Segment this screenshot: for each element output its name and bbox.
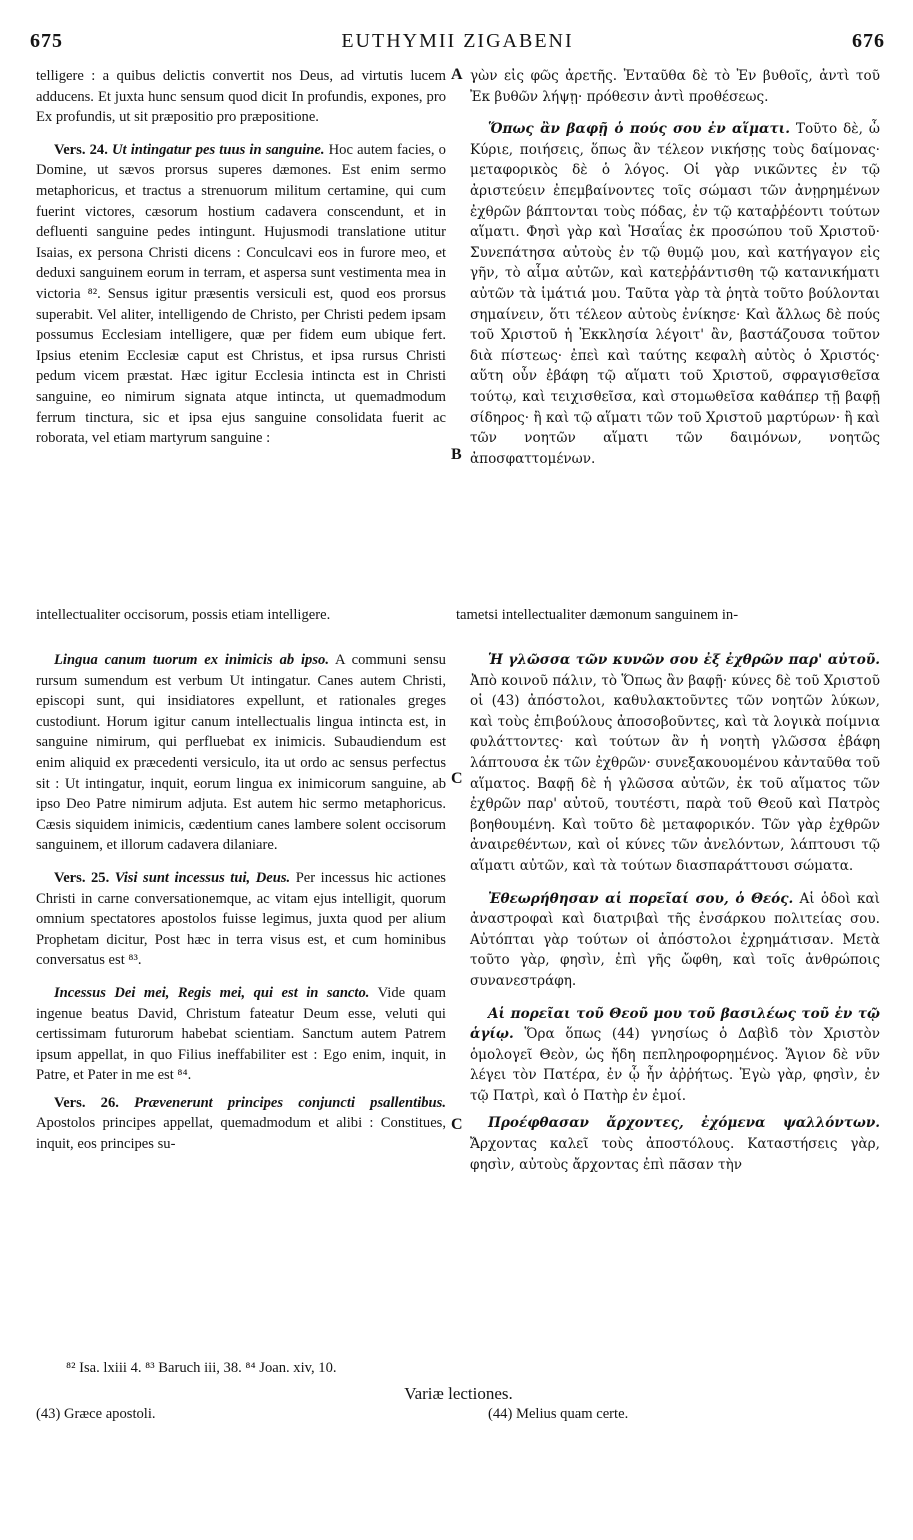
verse-lemma: Προέφθασαν ἄρχοντες, ἐχόμενα ψαλλόντων. [488,1115,880,1132]
variae-lectiones-title: Variæ lectiones. [404,1384,513,1403]
footnotes [36,1358,881,1428]
verse-lemma: Ἡ γλῶσσα τῶν κυνῶν σου ἐξ ἐχθρῶν παρ' αὐτοῦ. [488,652,880,668]
variant-reading-44: (44) Melius quam certe. [488,1406,629,1422]
verse-lemma: Lingua canum tuorum ex inimicis ab ipso. [54,652,329,668]
latin-paragraph: Vers. 24. Ut intingatur pes tuus in sanguine. Hoc autem facies, o Domine, ut sævos prorsus superes dæmones. Est enim sermo metaphoricus, et tractus a strenuorum militum certamine, qui cum fuerint victores, cæsorum hostium cadavera conscendunt, et in defluenti sanguine pedes intingunt. Hujusmodi translatione utitur Isaias, ex persona Christi dicens : Conculcavi eos in furore meo, et deduxi sanguinem eorum in terram, et aspersa sunt vestimenta mea in victoria ⁸². Sensus igitur præsentis versiculi est, quod eos prorsus superabit. Vel aliter, intelligendo de Christo, per Christi pedem ipsam possumus Ecclesiam intelligere, quæ per fidem eum ubique fert. Ipsius etenim Ecclesiæ caput est Christus, et ipsa rursus Christi pedum vicem præstat. Hæc igitur Ecclesia intincta est in Christi sanguine, eo nimirum signata atque intincta, ut quemadmodum ferrum tinctura, sic et ipsa ejus sanguine consolidata fuerit ac roborata, vel etiam martyrum sanguine : [36,141,446,447]
latin-paragraph: telligere : a quibus delictis convertit nos Deus, ad virtutis lucem adducens. Et juxta hunc sensum quod dicit In profundis, expones, pro Ex profundis, ut sit præpositio pro præpositione. [36,68,446,126]
greek-column [470,66,880,476]
running-title: EUTHYMII ZIGABENI [341,30,574,52]
verse-label: Vers. 26. [54,1094,119,1111]
greek-paragraph: Αἱ πορεῖαι τοῦ Θεοῦ μου τοῦ βασιλέως τοῦ ἐν τῷ ἁγίῳ. Ὅρα ὅπως (44) γνησίως ὁ Δαβὶδ τὸν Χριστὸν ὁμολογεῖ Θεὸν, ὡς ἤδη πεπληροφορημένος. Ἅγιον δὲ νῦν λέγει τὸν Πατέρα, ἐν ᾧ ἦν ἀῤῥήτως. Ἐγὼ γὰρ, φησὶν, ἐν τῷ Πατρὶ, καὶ ὁ Πατὴρ ἐν ἐμοί. [470,1005,880,1104]
full-width-line: intellectualiter occisorum, possis etiam intelligere. tametsi intellectualiter dæmonum sanguinem in- [36,607,739,623]
verse-lemma: Prævenerunt principes conjuncti psallentibus. [134,1094,446,1111]
page-header [30,30,885,60]
latin-paragraph: Lingua canum tuorum ex inimicis ab ipso. A communi sensu rursum sumendum est verbum Ut intingatur. Canes autem Christi, episcopi sunt, qui insidiatores expellunt, et rationales greges custodiunt. Horum igitur canum intellectualis lingua intincta est, in sanguine nimirum, qui perfluebat ex inimicis. Subaudiendum est enim aliquid ex præcedenti versiculo, ita ut ordo ac sensus perfectus sit : Ut intingatur, inquit, eorum lingua ex inimicorum sanguine, ab ipso Deo Patre nimirum adjuta. Est autem hic sermo metaphoricus. Cæsis siquidem inimicis, cædentium canes lambere solent occisorum sanguinem, et illorum cadavera dilaniare. [36,652,446,854]
latin-column [36,66,446,456]
verse-lemma: Ὅπως ἂν βαφῇ ὁ πούς σου ἐν αἵματι. [488,121,790,138]
latin-column-lower [36,650,446,1162]
verse-label: Vers. 25. [54,869,110,886]
latin-paragraph: Vers. 26. Prævenerunt principes conjuncti psallentibus. Apostolos principes appellat, quemadmodum et alibi : Constitues, inquit, eos principes su- [36,1094,446,1153]
latin-paragraph: Incessus Dei mei, Regis mei, qui est in sancto. Vide quam ingenue beatus David, Christum fateatur Deum esse, veluti qui certissimam futurorum habebat scientiam. Sanctum autem Patrem ipsum appellat, in quo Filius ineffabiliter est : Ego enim, inquit, in Patre, et Pater in me est ⁸⁴. [36,984,447,1084]
greek-paragraph: Ἡ γλῶσσα τῶν κυνῶν σου ἐξ ἐχθρῶν παρ' αὐτοῦ. Ἀπὸ κοινοῦ πάλιν, τὸ Ὅπως ἂν βαφῇ· κύνες δὲ τοῦ Χριστοῦ οἱ (43) ἀπόστολοι, καθυλακτοῦντες τῶν νοητῶν λύκων, καὶ τοὺς ἐπιβούλους ἀποσοβοῦντες, καὶ τὰ λογικὰ ποίμνια φυλάττοντες· καὶ τούτων ἂν ἡ νοητὴ γλῶσσα ἐβάφη λάπτουσα ἐκ τῶν ἐχθρῶν· συνεξακουομένου κἀνταῦθα τοῦ αἵματος. Βαφῇ δὲ ἡ γλῶσσα αὐτῶν, ἐκ τοῦ αἵματος τῶν ἐχθρῶν παρ' αὐτοῦ, τουτέστι, παρὰ τοῦ Θεοῦ καὶ Πατρὸς βοηθουμένη. Καὶ τοῦτο δὲ μεταφορικόν. Τῶν γὰρ ἐχθρῶν ἀναιρεθέντων, καὶ οἱ κύνες τῶν ἀνελόντων, λάπτουσι τῷ αἵματι αὐτῶν, καὶ τὰ τούτων διασπαράττουσι σώματα. [470,652,880,874]
greek-paragraph: Ὅπως ἂν βαφῇ ὁ πούς σου ἐν αἵματι. Τοῦτο δὲ, ὦ Κύριε, ποιήσεις, ὅπως ἂν τέλεον νικήσῃς τοὺς δαίμονας· μεταφορικὸς δὲ ὁ λόγος. Οἱ γὰρ νικῶντες ἐν τῷ ἀριστεύειν ἐπεμβαίνοντες τοῖς σώμασι τῶν ἀνῃρημένων ἐχθρῶν βάπτονται τοὺς πόδας, ἐν τῷ καταῤῥέοντι τούτων αἵματι. Φησὶ γὰρ καὶ Ἡσαΐας ἐκ προσώπου τοῦ Χριστοῦ· Συνεπάτησα αὐτοὺς ἐν τῷ θυμῷ μου, καὶ κατήγαγον εἰς γῆν, τὸ αἷμα αὐτῶν, καὶ κατεῤῥάντισθη τῷ κατανικήματι αὐτῶν τὰ ἱμάτιά μου. Ταῦτα γὰρ τὰ ῥητὰ τοῦτο βούλονται σημαίνειν, ὅτι τέλεον αὐτοὺς ἐνίκησε· Καὶ ἄλλως δὲ πούς τοῦ Χριστοῦ ἡ Ἐκκλησία λέγοιτ' ἂν, βαστάζουσα τοῦτον διὰ πίστεως· ἐπεὶ καὶ ταύτης κεφαλὴ αὐτὸς ὁ Χριστός· αὕτη οὖν ἐβάφη τῷ αἵματι τοῦ Χριστοῦ, σφραγισθεῖσα τούτῳ, καὶ τειχισθεῖσα, καὶ στομωθεῖσα καθάπερ τῇ βαφῇ σίδηρος· ἢ καὶ τῷ αἵματι τῶν τοῦ Χριστοῦ μαρτύρων· ἢ καὶ τῶν νοητῶν αἵματι τῶν δαιμόνων, νοητῶς ἀποσφαττομένων. [470,121,880,467]
verse-lemma: Incessus Dei mei, Regis mei, qui est in sancto. [54,984,370,1001]
page-number-left: 675 [30,30,63,52]
verse-lemma: Ἐθεωρήθησαν αἱ πορεῖαί σου, ὁ Θεός. [488,890,794,907]
margin-marker-c1: C [451,770,463,787]
verse-lemma: Visi sunt incessus tui, Deus. [114,869,291,886]
greek-paragraph: Προέφθασαν ἄρχοντες, ἐχόμενα ψαλλόντων. Ἄρχοντας καλεῖ τοὺς ἀποστόλους. Καταστήσεις γὰρ, φησὶν, αὐτοὺς ἄρχοντας ἐπὶ πᾶσαν τὴν [470,1115,880,1173]
verse-label: Vers. 24. [54,141,108,158]
margin-marker-c2: C [451,1116,463,1133]
scripture-references: ⁸² Isa. lxiii 4. ⁸³ Baruch iii, 38. ⁸⁴ Joan. xiv, 10. [66,1360,337,1376]
margin-marker-a: A [451,66,463,83]
latin-paragraph: Vers. 25. Visi sunt incessus tui, Deus. Per incessus hic actiones Christi in carne conversationemque, ac vitam ejus intelligit, quorum omnium spectatores apostolos fuisse legimus, juxta quod per alium Prophetam dicitur, Post hæc in terra visus est, et cum hominibus conversatus est ⁸³. [36,869,446,969]
greek-paragraph: γὼν εἰς φῶς ἀρετῆς. Ἐνταῦθα δὲ τὸ Ἐν βυθοῖς, ἀντὶ τοῦ Ἐκ βυθῶν λήψῃ· πρόθεσιν ἀντὶ προθέσεως. [470,68,880,105]
variant-reading-43: (43) Græce apostoli. [36,1406,156,1422]
greek-paragraph: Ἐθεωρήθησαν αἱ πορεῖαί σου, ὁ Θεός. Αἱ ὁδοὶ καὶ ἀναστροφαὶ καὶ διατριβαὶ τῆς ἐνσάρκου πολιτείας σου. Αὐτόπται γὰρ τούτων οἱ ἀπόστολοι ἐχρημάτισαν. Μετὰ τοῦτο γὰρ, φησὶν, ἐπὶ γῆς ὤφθη, καὶ τοῖς ἀνθρώποις συνανεστράφη. [470,890,880,989]
greek-column-lower [470,650,880,1182]
page-number-right: 676 [852,30,885,52]
verse-lemma: Ut intingatur pes tuus in sanguine. [112,141,325,158]
margin-marker-b: B [451,446,462,463]
variant-readings [36,1404,881,1428]
verse-lemma: Αἱ πορεῖαι τοῦ Θεοῦ μου τοῦ βασιλέως τοῦ ἐν τῷ ἁγίῳ. [470,1005,880,1043]
